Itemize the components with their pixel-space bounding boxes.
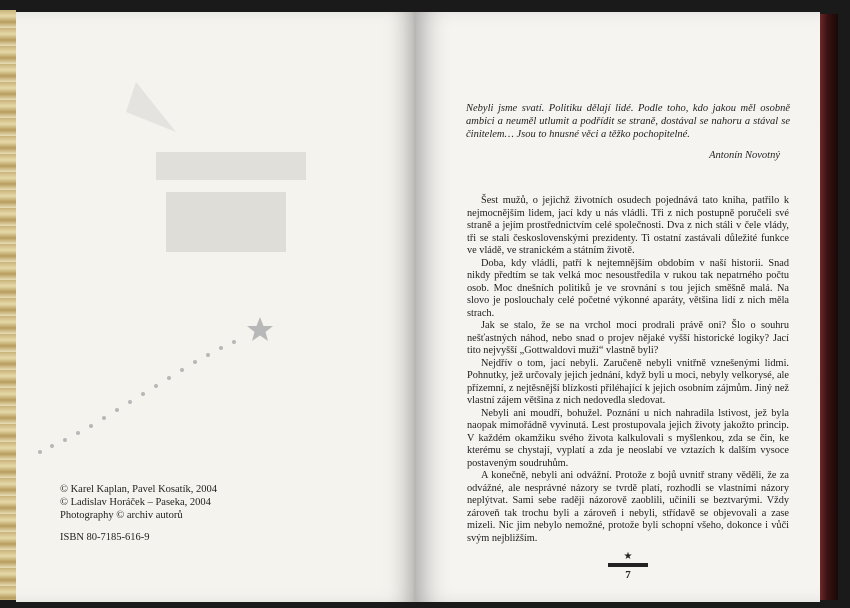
paragraph: Šest mužů, o jejichž životních osudech pojednává tato kniha, patřilo k nejmocnějším lidem, jací kdy u nás vládli. Tři z nich postupně poručeli své straně a jejím prostřednictvím celé společnosti. Dva z nich stáli v čele vlády, tři se stali československými prezidenty. Ti ostatní zastávali důležité funkce ve vládě, ve stranickém a státním životě. [467,195,789,256]
copyright-block [60,483,217,522]
divider [608,563,648,567]
isbn: ISBN 80-7185-616-9 [60,532,150,543]
epigraph-author: Antonín Novotný [709,150,780,161]
paragraph: Nejdřív o tom, jací nebyli. Zaručeně nebyli vnitřně vznešenými lidmi. Pohnutky, jež určovaly jejich jednání, když byli u moci, nebyly velkorysé, ale přízemní, z nejtěsnější blízkosti přiléhající k jejich osobním zájmům. Jiný než vlastní zájem většina z nich nedovedla sledovat. [467,357,789,406]
copyright-line: © Karel Kaplan, Pavel Kosatík, 2004 [60,484,217,495]
page-number: 7 [625,569,631,581]
page-edges-left [0,10,16,600]
paragraph: A konečně, nebyli ani odvážní. Protože z bojů uvnitř strany věděli, že za odvážné, ale nesprávné názory se tvrdě platí, rozhodli se vlastními názory neplýtvat. Sami sebe raději názorově zaoblili, učinili se beztvarými. Vždy zároveň tak trochu byli a zároveň i nebyli, střídavě se objevovali a zase mizeli. Nic jim nebylo nemožné, protože byli schopní všeho, dokonce i vůči svým nejbližším. [467,470,789,544]
paragraph: Nebyli ani moudří, bohužel. Poznání u nich nahradila lstivost, jež byla naopak mimořádně vyvinutá. Lest prostupovala jejich životy jakožto princip. V každém okamžiku svého života kalkulovali s myšlenkou, zda se čin, ke kterému se chystají, vyplatí a zda je neoslabí ve vztazích k dalším vysoce postaveným soudruhům. [467,407,789,469]
page-number-mark [608,552,648,581]
copyright-line: © Ladislav Horáček – Paseka, 2004 [60,497,211,508]
dot-trail-icon [38,340,236,454]
right-page [414,12,820,602]
body-text [467,195,789,545]
copyright-line: Photography © archiv autorů [60,510,183,521]
left-page [16,12,414,602]
star-icon: ★ [623,551,633,562]
epigraph: Nebyli jsme svatí. Politiku dělají lidé. Podle toho, kdo jakou měl osobně ambici a neuměl utlumit a podřídit se straně, dostával se nahoru a stával se činitelem… Jsou to hnusné věci a těžko pochopitelné. [466,103,790,140]
paragraph: Doba, kdy vládli, patří k nejtemnějším obdobím v naší historii. Snad nikdy předtím se tak velká moc nesoustředila v rukou tak nepatrného počtu osob. Moc dnešních politiků je ve srovnání s tou jejich směšně malá. Na slovo je poslouchaly celé početné výkonné aparáty, většina lidí z nich měla strach. [467,257,789,319]
paragraph: Jak se stalo, že se na vrchol moci prodrali právě oni? Šlo o souhru nešťastných náhod, nebo snad o projev nějaké vyšší historické logiky? Jací tito nejvyšší „Gottwaldovi muži“ vlastně byli? [467,320,789,356]
book-cover-edge [820,14,838,600]
star-icon [247,317,273,341]
